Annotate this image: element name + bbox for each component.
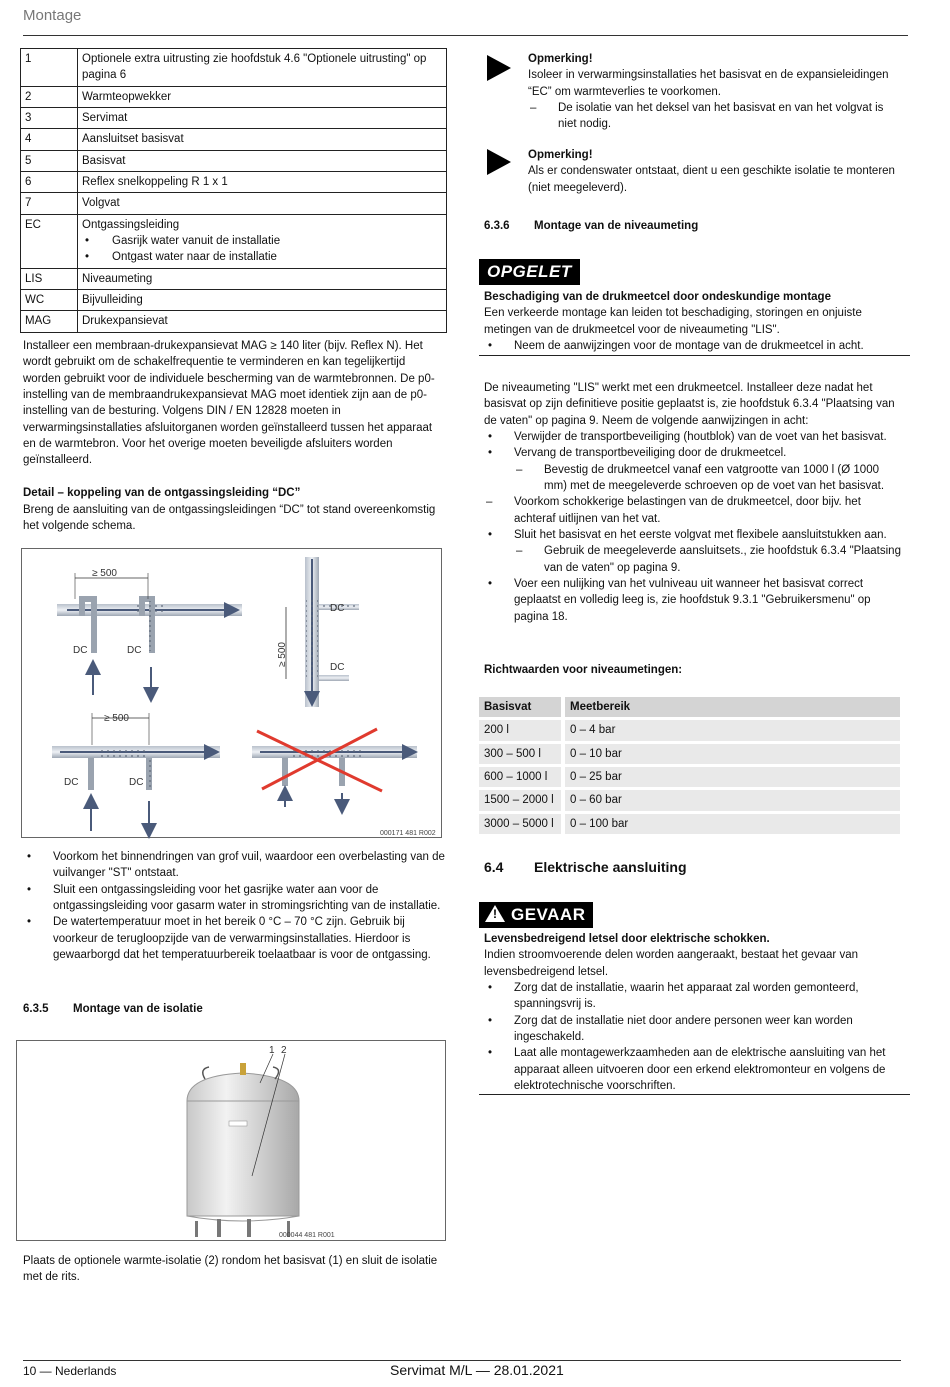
ranges-heading: Richtwaarden voor niveaumetingen: [484,664,683,676]
legend-row [21,49,447,87]
legend-key: 4 [21,129,78,150]
legend-key: MAG [21,311,78,332]
section-title: Montage van de niveaumeting [534,220,699,232]
legend-value [78,129,447,150]
label-isolatie: 2 [281,1045,287,1056]
ranges-header-basisvat: Basisvat [479,697,565,717]
caution-divider [479,355,910,356]
legend-row [21,107,447,128]
dc-label-5: DC [64,777,79,788]
legend-text: Bijvulleiding [82,293,143,306]
note-1-title: Opmerking! [528,53,593,65]
legend-table [20,48,447,333]
ranges-header-meetbereik: Meetbereik [565,697,900,717]
dim-label-bottom-left: ≥ 500 [104,713,129,724]
caution-bullet: • Neem de aanwijzingen voor de montage van de drukmeetcel in acht. [484,338,904,354]
dim-label-vertical: ≥ 500 [277,642,288,667]
caution-tag: OPGELET [479,259,580,285]
legend-text: Servimat [82,111,128,124]
list-item: • Sluit een ontgassingsleiding voor het gasrijke water aan voor de ontgassingsleiding voor gasarm water in stromingsrichting van de installatie. [23,882,448,915]
header-divider [23,35,908,36]
caution-content [484,289,904,354]
note-1-dash: – De isolatie van het deksel van het basisvat en van het volgvat is niet nodig. [530,101,884,131]
legend-text: Aansluitset basisvat [82,133,184,146]
ranges-table [479,694,900,837]
dc-label-6: DC [129,777,144,788]
dc-label-3: DC [330,603,345,614]
list-item: • De watertemperatuur moet in het bereik 0 °C – 70 °C zijn. Gebruik bij voorkeur de terugloopzijde van de verwarmingsinstallaties. Hierdoor is gewaarborgd dat het temperatuurbereik toelaatbaar is voor de ontgassing. [23,914,448,963]
legend-value [78,311,447,332]
legend-text: Drukexpansievat [82,315,168,328]
lis-instructions [484,429,904,625]
caution-title: Beschadiging van de drukmeetcel door ondeskundige montage [484,291,831,303]
list-item: • Verwijder de transportbeveiliging (houtblok) van de voet van het basisvat. [484,429,904,445]
legend-value [78,214,447,268]
legend-text: Volgvat [82,197,120,210]
legend-value [78,86,447,107]
legend-value [78,193,447,214]
dim-label-top-left: ≥ 500 [92,568,117,579]
legend-value [78,49,447,87]
danger-divider [479,1094,910,1095]
cell-basisvat: 1500 – 2000 l [479,790,565,810]
dc-label-2: DC [127,645,142,656]
legend-key: 6 [21,171,78,192]
degassing-schema-figure [21,548,442,838]
footer-document-title: Servimat M/L — 28.01.2021 [390,1362,564,1378]
note-1-text: Isoleer in verwarmingsinstallaties het basisvat en de expansieleidingen “EC” om warmteverlies te voorkomen. [528,69,889,98]
degassing-schema-drawing [22,549,443,839]
legend-row [21,193,447,214]
legend-key: EC [21,214,78,268]
note-2 [528,147,903,196]
legend-text: Ontgassingsleiding [82,218,180,231]
danger-content [484,931,904,1094]
list-item: • Sluit het basisvat en het eerste volgvat met flexibele aansluitstukken aan. [484,527,904,543]
warning-triangle-icon: ! [485,905,505,922]
dc-label-1: DC [73,645,88,656]
header-title: Montage [23,7,82,24]
cell-meetbereik: 0 – 25 bar [565,767,900,787]
cell-meetbereik: 0 – 10 bar [565,744,900,764]
note-1 [528,51,903,133]
figure1-code: 000171 481 R002 [380,830,436,837]
legend-row [21,86,447,107]
legend-key: LIS [21,268,78,289]
danger-block [479,902,593,928]
lis-intro: De niveaumeting "LIS" werkt met een drukmeetcel. Installeer deze nadat het basisvat op zijn definitieve positie geplaatst is, zie hoofdstuk 6.3.4 "Plaatsing van de vaten" op pagina 9. Neem de volgende aanwijzingen in acht: [484,382,895,427]
cell-basisvat: 3000 – 5000 l [479,814,565,834]
legend-row [21,268,447,289]
legend-key: 3 [21,107,78,128]
legend-key: 5 [21,150,78,171]
legend-key: 7 [21,193,78,214]
legend-row [21,150,447,171]
note-2-title: Opmerking! [528,149,593,161]
figure2-code: 000044 481 R001 [279,1232,335,1239]
list-item: – Gebruik de meegeleverde aansluitsets., zie hoofdstuk 6.3.4 "Plaatsing van de vaten" op pagina 9. [484,543,904,576]
legend-text: Optionele extra uitrusting zie hoofdstuk 4.6 "Optionele uitrusting" op pagina 6 [82,53,427,82]
section-title: Elektrische aansluiting [534,859,687,875]
note-2-text: Als er condenswater ontstaat, dient u een geschikte isolatie te monteren (niet meegeleverd). [528,165,895,194]
cell-meetbereik: 0 – 100 bar [565,814,900,834]
legend-row [21,289,447,310]
legend-row [21,171,447,192]
legend-value [78,150,447,171]
list-item: • Zorg dat de installatie niet door andere personen weer kan worden ingeschakeld. [484,1013,904,1046]
cell-basisvat: 600 – 1000 l [479,767,565,787]
dc-label-4: DC [330,662,345,673]
table-row [479,767,900,787]
cell-meetbereik: 0 – 60 bar [565,790,900,810]
legend-value [78,268,447,289]
legend-bullet: • Ontgast water naar de installatie [82,249,441,265]
table-row [479,720,900,740]
caution-block [479,259,580,285]
list-item: – Bevestig de drukmeetcel vanaf een vatgrootte van 1000 l (Ø 1000 mm) met de meegeleverde schroeven op de voet van het basisvat. [484,462,904,495]
label-basisvat: 1 [269,1045,275,1056]
note-arrow-icon [487,149,511,175]
list-item: • Voorkom het binnendringen van grof vuil, waardoor een overbelasting van de vuilvanger "ST" ontstaat. [23,849,448,882]
legend-value [78,107,447,128]
legend-row [21,214,447,268]
cell-basisvat: 200 l [479,720,565,740]
table-row [479,814,900,834]
table-row [479,744,900,764]
legend-text: Warmteopwekker [82,90,172,103]
list-item: • Zorg dat de installatie, waarin het apparaat zal worden gemonteerd, spanningsvrij is. [484,980,904,1013]
legend-key: 2 [21,86,78,107]
danger-tag [479,902,593,928]
section-number: 6.4 [484,859,504,875]
vessel-drawing [17,1041,447,1242]
section-6-3-5-heading [23,1001,203,1017]
legend-value [78,171,447,192]
caution-text: Een verkeerde montage kan leiden tot beschadiging, storingen en onjuiste metingen van de drukmeetcel voor de niveaumeting "LIS". [484,307,862,336]
insulation-figure [16,1040,446,1241]
section-6-4-heading [484,858,687,878]
legend-bullet: • Gasrijk water vanuit de installatie [82,233,441,249]
footer-page-language: 10 — Nederlands [23,1364,117,1378]
detail-text: Breng de aansluiting van de ontgassingsleidingen “DC” tot stand overeenkomstig het volgende schema. [23,504,436,533]
section-title: Montage van de isolatie [73,1003,203,1015]
legend-key: 1 [21,49,78,87]
note-1-dash-text: De isolatie van het deksel van het basisvat en van het volgvat is niet nodig. [558,101,884,131]
legend-value [78,289,447,310]
legend-key: WC [21,289,78,310]
legend-text: Reflex snelkoppeling R 1 x 1 [82,175,228,188]
danger-title: Levensbedreigend letsel door elektrische schokken. [484,933,770,945]
list-item: • Voer een nulijking van het vulniveau uit wanneer het basisvat correct geplaatst en volledig leeg is, zie hoofdstuk 9.3.1 "Gebruikersmenu" op pagina 18. [484,576,904,625]
list-item: • Vervang de transportbeveiliging door de drukmeetcel. [484,445,904,461]
list-item: – Voorkom schokkerige belastingen van de drukmeetcel, door bijv. het achteraf uitlijnen van het vat. [484,494,904,527]
table-row [479,790,900,810]
section-number: 6.3.6 [484,220,510,232]
section-number: 6.3.5 [23,1003,49,1015]
danger-tag-label: GEVAAR [511,905,586,924]
legend-row [21,311,447,332]
degassing-bullets [23,849,448,963]
legend-text: Niveaumeting [82,272,153,285]
section-6-3-6-heading [484,218,698,234]
legend-row [21,129,447,150]
insulation-caption: Plaats de optionele warmte-isolatie (2) rondom het basisvat (1) en sluit de isolatie met de rits. [23,1255,438,1284]
cell-meetbereik: 0 – 4 bar [565,720,900,740]
danger-text: Indien stroomvoerende delen worden aangeraakt, bestaat het gevaar van levensbedreigend letsel. [484,949,859,978]
intro-paragraph: Installeer een membraan-drukexpansievat MAG ≥ 140 liter (bijv. Reflex N). Het wordt gebruikt om de schakelfrequentie te verminderen en kan tegelijkertijd worden gebruikt voor de individuele bescherming van de warmtebronnen. De p0-instelling van de membraandrukexpansievat MAG moet identiek zijn aan de p0-instelling van de besturing. Volgens DIN / EN 12828 moeten in verwarmingsinstallaties afsluitorganen worden geïnstalleerd tussen het apparaat en de warmtebron. Voor het overige moeten beveiligde afsluiters worden geïnstalleerd. [23,340,435,467]
cell-basisvat: 300 – 500 l [479,744,565,764]
note-arrow-icon [487,55,511,81]
list-item: • Laat alle montagewerkzaamheden aan de elektrische aansluiting van het apparaat alleen uitvoeren door een erkend elektromonteur en volgens de elektrotechnische voorschriften. [484,1045,904,1094]
detail-heading: Detail – koppeling van de ontgassingsleiding “DC” [23,487,301,499]
legend-text: Basisvat [82,154,126,167]
danger-bullets [484,980,904,1094]
